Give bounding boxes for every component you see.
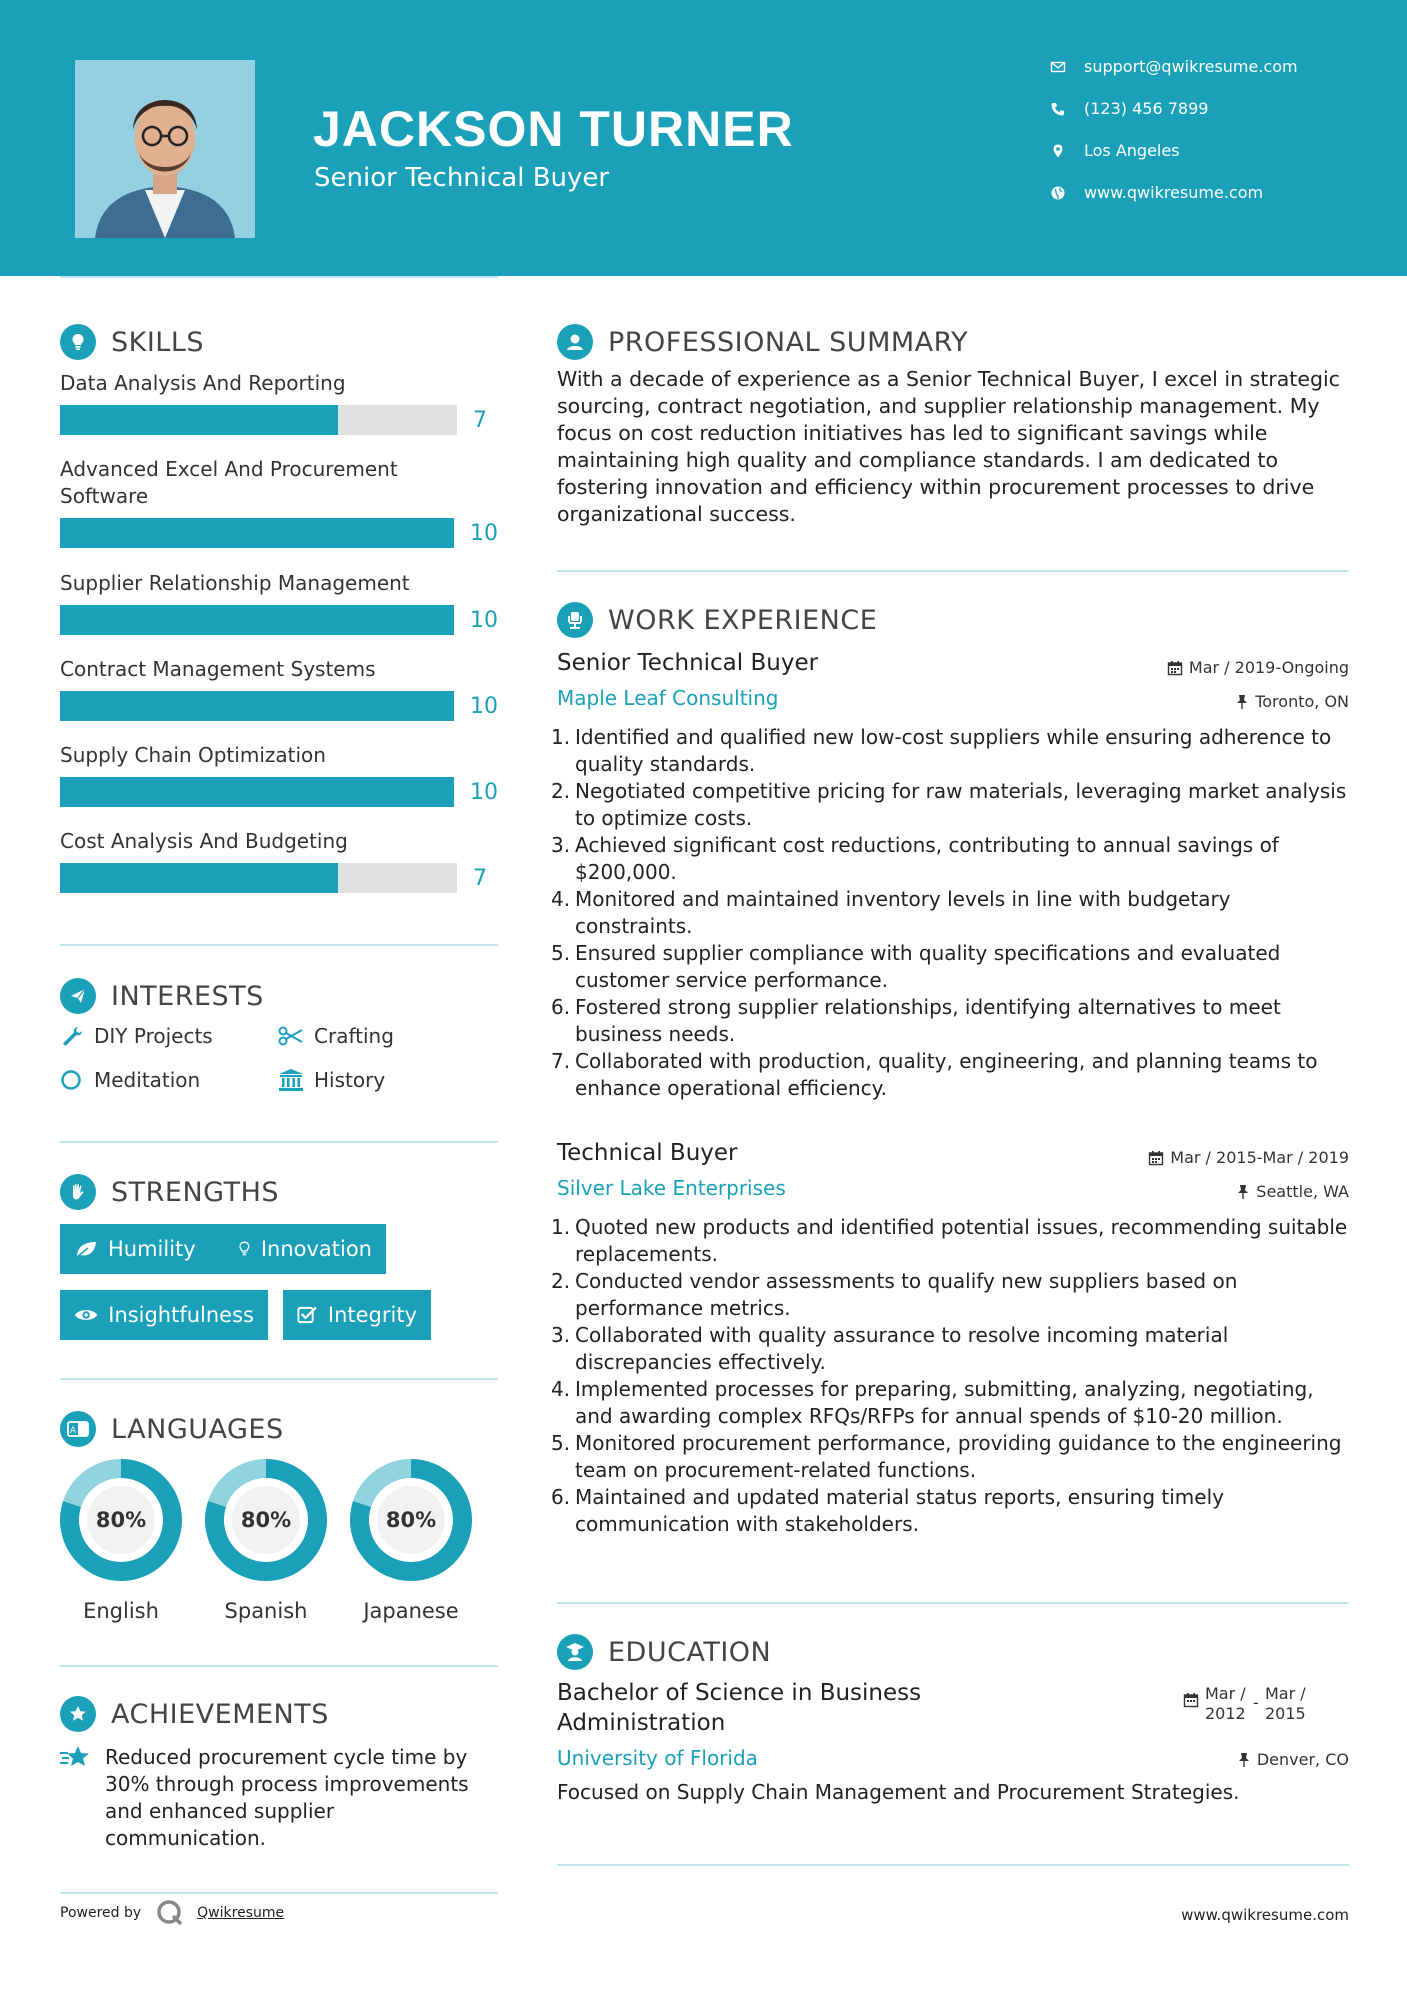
strengths-section [60, 1174, 498, 1344]
company-name: Maple Leaf Consulting [557, 686, 779, 710]
interests-section [60, 978, 498, 1098]
skill-value: 10 [470, 693, 498, 719]
education-heading [557, 1634, 1349, 1670]
job-bullet-text: Achieved significant cost reductions, contributing to annual savings of $200,000. [575, 833, 1279, 884]
section-divider [557, 1864, 1349, 1866]
skill-name: Supply Chain Optimization [60, 743, 326, 767]
job-dates-text: Mar / 2019-Ongoing [1188, 658, 1349, 677]
interest-label: History [314, 1068, 386, 1092]
skill-value: 10 [470, 779, 498, 805]
skill-bar [60, 777, 454, 807]
job-bullet-text: Negotiated competitive pricing for raw materials, leveraging market analysis to optimize costs. [575, 779, 1347, 830]
skill-bar [60, 405, 457, 435]
achievement-text: Reduced procurement cycle time by 30% through process improvements and enhanced supplier communication. [105, 1745, 469, 1850]
wrench-icon [60, 1025, 84, 1047]
skill-item [60, 828, 498, 893]
header [0, 0, 1407, 276]
achievements-section [60, 1696, 498, 1856]
job-bullet-text: Conducted vendor assessments to qualify new suppliers based on performance metrics. [575, 1269, 1238, 1320]
skill-value: 7 [473, 407, 487, 433]
map-pin-icon [1050, 143, 1066, 159]
svg-text:A: A [69, 1426, 77, 1436]
language-card-icon [60, 1411, 96, 1447]
footer-website[interactable]: www.qwikresume.com [1181, 1906, 1349, 1924]
contact-website-text: www.qwikresume.com [1084, 183, 1264, 202]
skill-item [60, 570, 498, 635]
job-bullet-text: Monitored and maintained inventory levels in line with budgetary constraints. [575, 887, 1231, 938]
skill-bar-fill [60, 777, 454, 807]
education-title: EDUCATION [608, 1636, 772, 1668]
footer-powered-by [60, 1898, 284, 1928]
contact-email[interactable] [1050, 57, 1298, 99]
job-bullets [551, 724, 1349, 1102]
strength-badge [60, 1224, 224, 1274]
skill-name: Data Analysis And Reporting [60, 371, 346, 395]
job-bullet: 5. Ensured supplier compliance with quality specifications and evaluated customer service performance. [551, 941, 1281, 992]
job-entry [551, 1140, 1349, 1538]
skill-value: 7 [473, 865, 487, 891]
calendar-icon [1167, 660, 1183, 676]
strength-label: Humility [108, 1237, 196, 1261]
experience-title: WORK EXPERIENCE [608, 604, 878, 636]
globe-icon [1050, 185, 1066, 201]
hand-icon [60, 1174, 96, 1210]
job-bullet: 2. Negotiated competitive pricing for raw materials, leveraging market analysis to optimize costs. [551, 779, 1347, 830]
job-bullet-text: Collaborated with production, quality, engineering, and planning teams to enhance operational efficiency. [575, 1049, 1318, 1100]
job-dates [1148, 1148, 1349, 1167]
interest-item [60, 1024, 213, 1048]
interest-item [60, 1068, 200, 1092]
section-divider [60, 1378, 498, 1380]
language-ring [350, 1459, 472, 1581]
pushpin-icon [1237, 1752, 1251, 1768]
skills-title: SKILLS [111, 326, 205, 358]
language-name: Japanese [363, 1599, 459, 1623]
achievements-heading [60, 1696, 498, 1732]
skill-name: Cost Analysis And Budgeting [60, 829, 348, 853]
job-title: Senior Technical Buyer [557, 650, 819, 676]
interest-label: Crafting [314, 1024, 394, 1048]
languages-heading [60, 1411, 498, 1447]
education-description: Focused on Supply Chain Management and Procurement Strategies. [557, 1780, 1240, 1804]
strength-label: Integrity [327, 1303, 417, 1327]
contact-list [1050, 57, 1298, 225]
skill-item [60, 456, 498, 548]
strength-badge [60, 1290, 268, 1340]
job-bullet-text: Monitored procurement performance, providing guidance to the engineering team on procurement-related functions. [575, 1431, 1342, 1482]
candidate-name: JACKSON TURNER [313, 101, 794, 157]
job-bullet-text: Identified and qualified new low-cost suppliers while ensuring adherence to quality standards. [575, 725, 1332, 776]
skill-bar-fill [60, 863, 338, 893]
job-bullet: 1. Identified and qualified new low-cost suppliers while ensuring adherence to quality standards. [551, 725, 1332, 776]
lightbulb-icon [60, 324, 96, 360]
education-dates: Mar / 2012 - Mar / 2015 [1183, 1684, 1313, 1724]
job-dates [1167, 658, 1349, 677]
language-percent: 80% [79, 1478, 163, 1562]
header-divider [60, 276, 498, 278]
skill-value: 10 [470, 520, 498, 546]
interests-heading [60, 978, 498, 1014]
company-name: Silver Lake Enterprises [557, 1176, 786, 1200]
strengths-heading [60, 1174, 498, 1210]
languages-section [60, 1411, 498, 1651]
job-bullets [551, 1214, 1349, 1538]
job-bullet: 4. Implemented processes for preparing, submitting, analyzing, negotiating, and awarding complex RFQs/RFPs for annual spends of $10-20 million. [551, 1377, 1314, 1428]
skill-bar-fill [60, 405, 338, 435]
job-bullet: 7. Collaborated with production, quality, engineering, and planning teams to enhance operational efficiency. [551, 1049, 1318, 1100]
section-divider [60, 1665, 498, 1667]
job-bullet-text: Quoted new products and identified potential issues, recommending suitable replacements. [575, 1215, 1348, 1266]
job-bullet-text: Collaborated with quality assurance to resolve incoming material discrepancies effectively. [575, 1323, 1229, 1374]
job-location [1235, 692, 1349, 711]
graduate-icon [557, 1634, 593, 1670]
language-ring [205, 1459, 327, 1581]
museum-icon [278, 1068, 304, 1092]
job-bullet-text: Ensured supplier compliance with quality specifications and evaluated customer service performance. [575, 941, 1281, 992]
job-bullet: 3. Achieved significant cost reductions, contributing to annual savings of $200,000. [551, 833, 1279, 884]
skill-bar [60, 691, 454, 721]
job-bullet: 4. Monitored and maintained inventory levels in line with budgetary constraints. [551, 887, 1231, 938]
strength-badge [283, 1290, 431, 1340]
achievements-title: ACHIEVEMENTS [111, 1698, 329, 1730]
contact-location-text: Los Angeles [1084, 141, 1180, 160]
section-divider [60, 1141, 498, 1143]
skill-bar [60, 863, 457, 893]
skill-bar [60, 518, 454, 548]
job-bullet: 1. Quoted new products and identified potential issues, recommending suitable replacements. [551, 1215, 1348, 1266]
skill-name: Supplier Relationship Management [60, 571, 410, 595]
section-divider [557, 1602, 1349, 1604]
language-name: Spanish [224, 1599, 308, 1623]
skill-item [60, 656, 498, 721]
job-bullet: 3. Collaborated with quality assurance to resolve incoming material discrepancies effectively. [551, 1323, 1229, 1374]
chair-icon [557, 602, 593, 638]
summary-title: PROFESSIONAL SUMMARY [608, 326, 969, 358]
education-date-end: Mar / 2015 [1265, 1684, 1306, 1723]
star-icon [60, 1744, 92, 1772]
section-divider [60, 1892, 498, 1894]
brand-link[interactable]: Qwikresume [197, 1905, 285, 1921]
job-bullet: 2. Conducted vendor assessments to qualify new suppliers based on performance metrics. [551, 1269, 1238, 1320]
skill-item [60, 742, 498, 807]
interest-label: Meditation [94, 1068, 201, 1092]
user-icon [557, 324, 593, 360]
language-name: English [83, 1599, 159, 1623]
degree-name: Bachelor of Science in Business Administration [557, 1680, 922, 1736]
experience-section [551, 602, 1349, 1552]
star-badge-icon [60, 1696, 96, 1732]
interests-title: INTERESTS [111, 980, 264, 1012]
language-item [205, 1459, 327, 1623]
pushpin-icon [1235, 694, 1249, 710]
interest-item [278, 1024, 394, 1048]
envelope-icon [1050, 59, 1066, 75]
candidate-title: Senior Technical Buyer [314, 163, 610, 193]
contact-website[interactable] [1050, 183, 1298, 225]
languages-title: LANGUAGES [111, 1413, 284, 1445]
strength-label: Innovation [260, 1237, 372, 1261]
interest-label: DIY Projects [94, 1024, 213, 1048]
lightbulb-outline-icon [238, 1239, 251, 1259]
job-bullet-text: Maintained and updated material status reports, ensuring timely communication with stakeholders. [575, 1485, 1224, 1536]
job-location-text: Toronto, ON [1255, 692, 1349, 711]
language-item [350, 1459, 472, 1623]
phone-icon [1050, 101, 1066, 117]
skill-bar-fill [60, 518, 454, 548]
language-percent: 80% [224, 1478, 308, 1562]
language-percent: 80% [369, 1478, 453, 1562]
contact-email-text: support@qwikresume.com [1084, 57, 1298, 76]
summary-text: With a decade of experience as a Senior Technical Buyer, I excel in strategic sourcing, contract negotiation, and supplier relationship management. My focus on cost reduction initiatives has led to significant savings while maintaining high quality and compliance standards. I am dedicated to fostering innovation and efficiency within procurement processes to drive organizational success. [557, 367, 1340, 526]
job-dates-text: Mar / 2015-Mar / 2019 [1170, 1148, 1349, 1167]
strength-label: Insightfulness [108, 1303, 254, 1327]
calendar-icon [1148, 1150, 1164, 1166]
job-title: Technical Buyer [557, 1140, 738, 1166]
education-section [557, 1634, 1349, 1834]
job-bullet: 6. Fostered strong supplier relationships, identifying alternatives to meet business needs. [551, 995, 1281, 1046]
language-item [60, 1459, 182, 1623]
skill-value: 10 [470, 607, 498, 633]
skill-name: Contract Management Systems [60, 657, 376, 681]
summary-section [557, 324, 1349, 528]
job-bullet: 6. Maintained and updated material status reports, ensuring timely communication with stakeholders. [551, 1485, 1224, 1536]
skills-heading [60, 324, 498, 360]
skill-bar-fill [60, 691, 454, 721]
scissors-icon [278, 1025, 304, 1047]
skills-section [60, 324, 498, 360]
eye-icon [74, 1306, 98, 1324]
check-square-icon [297, 1305, 318, 1325]
interest-item [278, 1068, 385, 1092]
job-bullet-text: Implemented processes for preparing, submitting, analyzing, negotiating, and awarding complex RFQs/RFPs for annual spends of $10-20 million. [575, 1377, 1314, 1428]
paper-plane-icon [60, 978, 96, 1014]
skill-bar-fill [60, 605, 454, 635]
calendar-icon [1183, 1692, 1199, 1708]
language-ring [60, 1459, 182, 1581]
skill-name: Advanced Excel And Procurement Software [60, 457, 398, 508]
qwikresume-logo-icon [155, 1898, 185, 1928]
education-location [1237, 1750, 1349, 1769]
strength-badge [224, 1224, 386, 1274]
experience-heading [557, 602, 1349, 638]
job-location-text: Seattle, WA [1256, 1182, 1349, 1201]
job-entry [551, 650, 1349, 1102]
job-bullet: 5. Monitored procurement performance, providing guidance to the engineering team on procurement-related functions. [551, 1431, 1342, 1482]
contact-phone-text: (123) 456 7899 [1084, 99, 1209, 118]
job-bullet-text: Fostered strong supplier relationships, identifying alternatives to meet business needs. [575, 995, 1281, 1046]
section-divider [60, 944, 498, 946]
skill-bar [60, 605, 454, 635]
contact-location [1050, 141, 1298, 183]
strengths-title: STRENGTHS [111, 1176, 280, 1208]
contact-phone[interactable] [1050, 99, 1298, 141]
job-location [1236, 1182, 1349, 1201]
education-date-start: Mar / 2012 [1205, 1684, 1246, 1723]
profile-photo [75, 60, 255, 238]
leaf-icon [74, 1239, 98, 1259]
skill-item [60, 370, 498, 435]
powered-by-label: Powered by [60, 1905, 142, 1921]
school-name: University of Florida [557, 1746, 758, 1770]
pushpin-icon [1236, 1184, 1250, 1200]
section-divider [557, 570, 1349, 572]
education-location-text: Denver, CO [1256, 1750, 1349, 1769]
summary-heading [557, 324, 1349, 360]
circle-icon [60, 1069, 84, 1091]
